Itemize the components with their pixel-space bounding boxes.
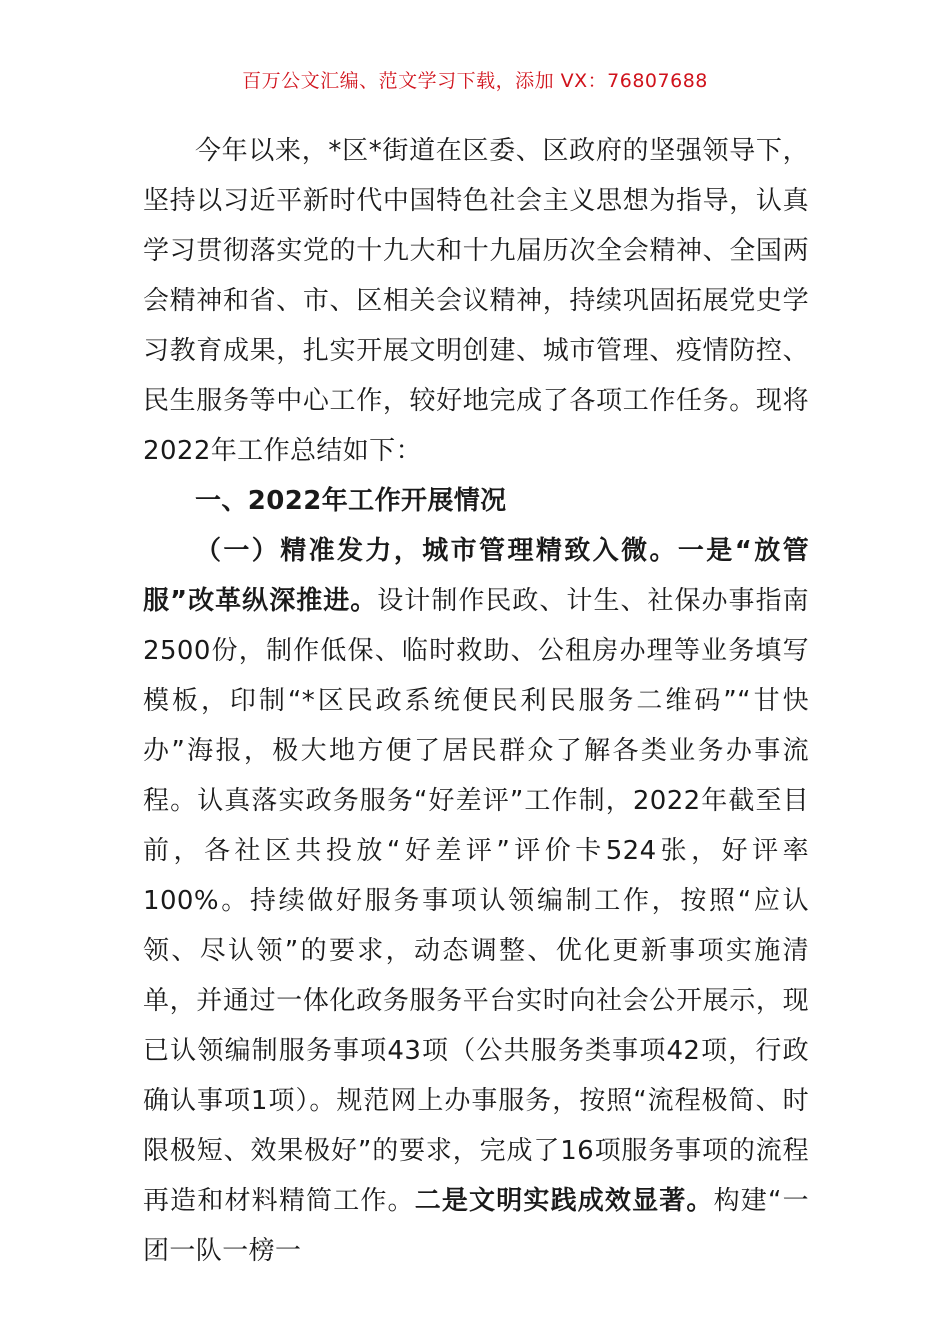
paragraph-1-lead-2: 二是文明实践成效显著。: [414, 1186, 714, 1216]
section-heading: 一、2022年工作开展情况: [195, 486, 507, 516]
document-body: [143, 126, 809, 1276]
paragraph-1-body-2: 构建“一团一队一榜一: [143, 1186, 809, 1266]
paragraph-1-body: 设计制作民政、计生、社保办事指南2500份，制作低保、临时救助、公租房办理等业务填写模板，印制“*区民政系统便民利民服务二维码”“甘快办”海报，极大地方便了居民群众了解各类业务办事流程。认真落实政务服务“好差评”工作制，2022年截至目前，各社区共投放“好差评”评价卡524张，好评率100%。持续做好服务事项认领编制工作，按照“应认领、尽认领”的要求，动态调整、优化更新事项实施清单，并通过一体化政务服务平台实时向社会公开展示，现已认领编制服务事项43项（公共服务类事项42项，行政确认事项1项）。规范网上办事服务，按照“流程极简、时限极短、效果极好”的要求，完成了16项服务事项的流程再造和材料精简工作。: [143, 586, 809, 1216]
paragraph-1-lead: （一）精准发力，城市管理精致入微。一是“放管服”改革纵深推进。: [143, 536, 809, 616]
watermark-header: 百万公文汇编、范文学习下载，添加 VX：76807688: [242, 70, 708, 92]
intro-paragraph: 今年以来，*区*街道在区委、区政府的坚强领导下，坚持以习近平新时代中国特色社会主义思想为指导，认真学习贯彻落实党的十九大和十九届历次全会精神、全国两会精神和省、市、区相关会议精神，持续巩固拓展党史学习教育成果，扎实开展文明创建、城市管理、疫情防控、民生服务等中心工作，较好地完成了各项工作任务。现将2022年工作总结如下：: [143, 136, 809, 466]
paragraph-1: [143, 526, 809, 1276]
